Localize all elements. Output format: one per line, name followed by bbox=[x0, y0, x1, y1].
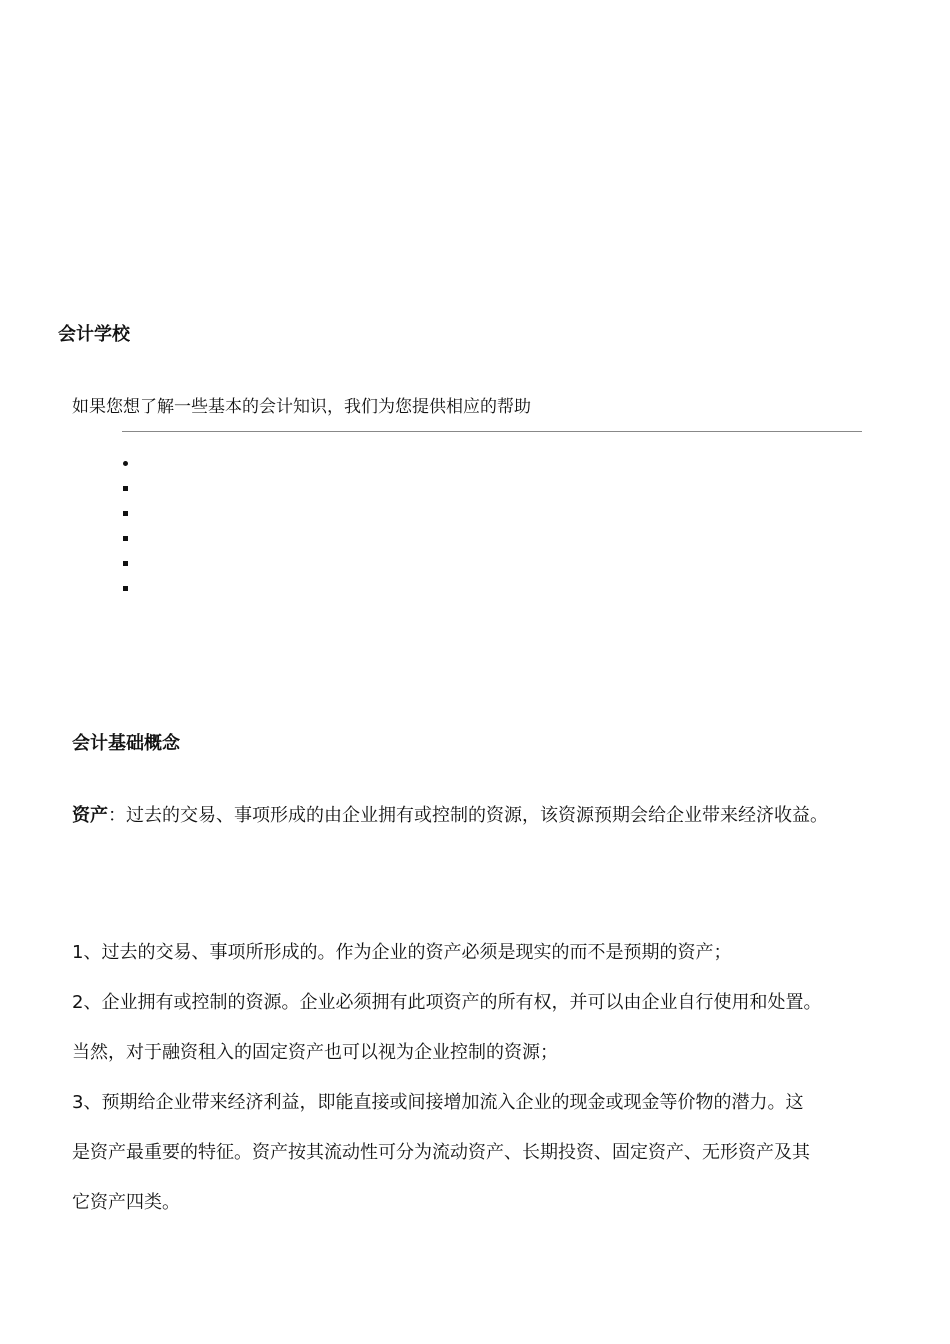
paragraph-line: 2、企业拥有或控制的资源。企业必须拥有此项资产的所有权，并可以由企业自行使用和处置。 bbox=[72, 992, 822, 1013]
paragraph-line: 是资产最重要的特征。资产按其流动性可分为流动资产、长期投资、固定资产、无形资产及其 bbox=[72, 1142, 810, 1163]
intro-text: 如果您想了解一些基本的会计知识，我们为您提供相应的帮助 bbox=[72, 397, 531, 417]
asset-definition bbox=[72, 803, 828, 829]
paragraph-line: 当然，对于融资租入的固定资产也可以视为企业控制的资源； bbox=[72, 1042, 558, 1063]
paragraph-line: 它资产四类。 bbox=[72, 1192, 180, 1213]
page-title: 会计学校 bbox=[58, 324, 130, 345]
asset-definition-text: ：过去的交易、事项形成的由企业拥有或控制的资源，该资源预期会给企业带来经济收益。 bbox=[108, 805, 828, 826]
paragraph-line: 3、预期给企业带来经济利益，即能直接或间接增加流入企业的现金或现金等价物的潜力。这 bbox=[72, 1092, 804, 1113]
asset-characteristics bbox=[72, 928, 872, 1228]
asset-term: 资产 bbox=[72, 805, 108, 826]
section-title: 会计基础概念 bbox=[72, 733, 180, 754]
divider bbox=[122, 431, 862, 432]
paragraph-line: 1、过去的交易、事项所形成的。作为企业的资产必须是现实的而不是预期的资产； bbox=[72, 942, 732, 963]
